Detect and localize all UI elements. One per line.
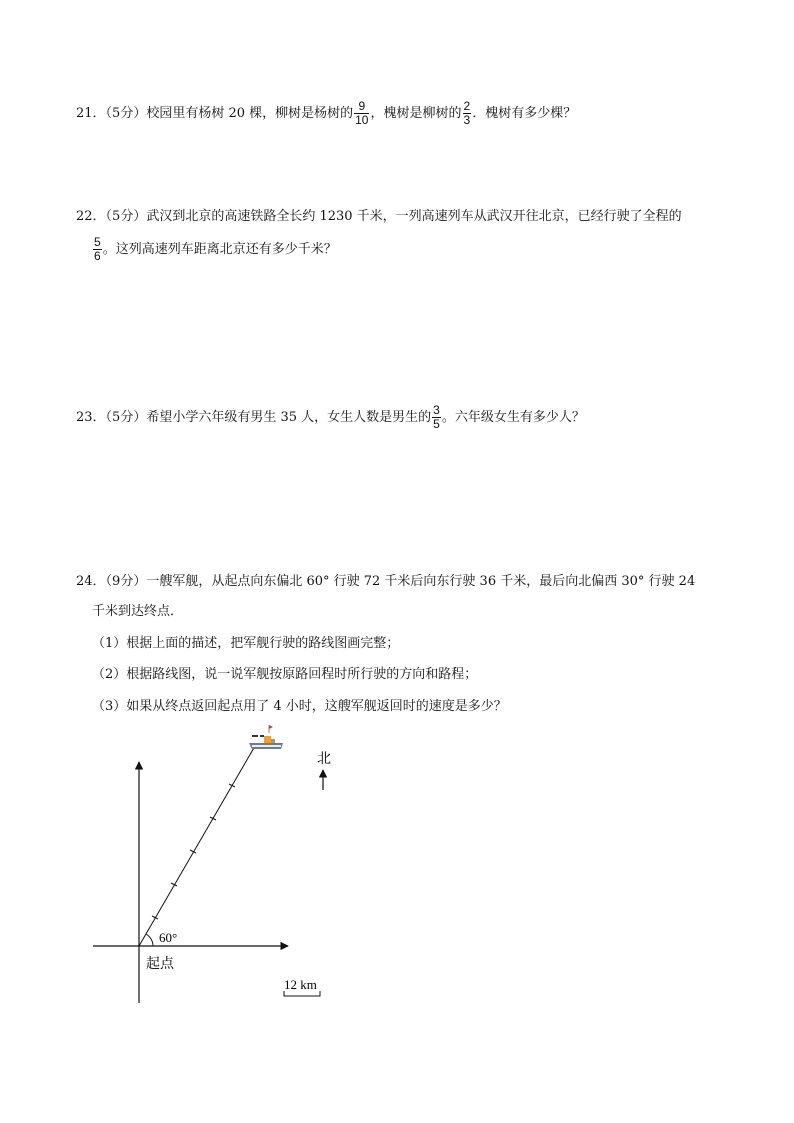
q23-fraction: $\frac{3}{5}$ bbox=[433, 403, 440, 431]
ship-icon bbox=[249, 725, 283, 749]
q21-fraction-2: $\frac{2}{3}$ bbox=[463, 99, 471, 127]
route-tick-marks bbox=[152, 784, 235, 919]
origin-label: 起点 bbox=[146, 957, 174, 972]
q23-prefix: 23．（5分）希望小学六年级有男生 35 人，女生人数是男生的 bbox=[76, 410, 432, 425]
question-24-line-2: 千米到达终点． bbox=[92, 604, 184, 619]
angle-label: 60° bbox=[159, 930, 178, 945]
question-21 bbox=[76, 100, 576, 127]
q21-prefix: 21．（5分）校园里有杨树 20 棵，柳树是杨树的 bbox=[76, 106, 354, 121]
question-22-line-2 bbox=[92, 236, 337, 263]
q21-fraction-1: $\frac{9}{10}$ bbox=[355, 99, 369, 127]
route-segment-1 bbox=[139, 746, 255, 946]
q23-suffix: 。六年级女生有多少人？ bbox=[441, 410, 585, 425]
q21-suffix: ．槐树有多少棵？ bbox=[472, 106, 577, 121]
north-label: 北 bbox=[317, 752, 331, 767]
route-diagram bbox=[0, 720, 340, 1020]
question-24-sub-3: （3）如果从终点返回起点用了 4 小时，这艘军舰返回时的速度是多少？ bbox=[92, 699, 507, 714]
question-22-line-1: 22．（5分）武汉到北京的高速铁路全长约 1230 千米，一列高速列车从武汉开往北京，已经行驶了全程的 bbox=[76, 209, 682, 224]
question-24-sub-2: （2）根据路线图，说一说军舰按原路回程时所行驶的方向和路程； bbox=[92, 667, 478, 682]
question-24-sub-1: （1）根据上面的描述，把军舰行驶的路线图画完整； bbox=[92, 636, 400, 651]
scale-label: 12 km bbox=[284, 977, 317, 992]
q22-suffix: 。这列高速列车距离北京还有多少千米？ bbox=[102, 242, 337, 257]
question-24-line-1: 24．（9分）一艘军舰，从起点向东偏北 60° 行驶 72 千米后向东行驶 36 千米，最后向北偏西 30° 行驶 24 bbox=[76, 574, 696, 589]
q22-fraction: $\frac{5}{6}$ bbox=[94, 235, 101, 263]
angle-arc bbox=[146, 934, 153, 946]
q21-mid: ，槐树是柳树的 bbox=[370, 106, 462, 121]
question-23 bbox=[76, 404, 585, 431]
